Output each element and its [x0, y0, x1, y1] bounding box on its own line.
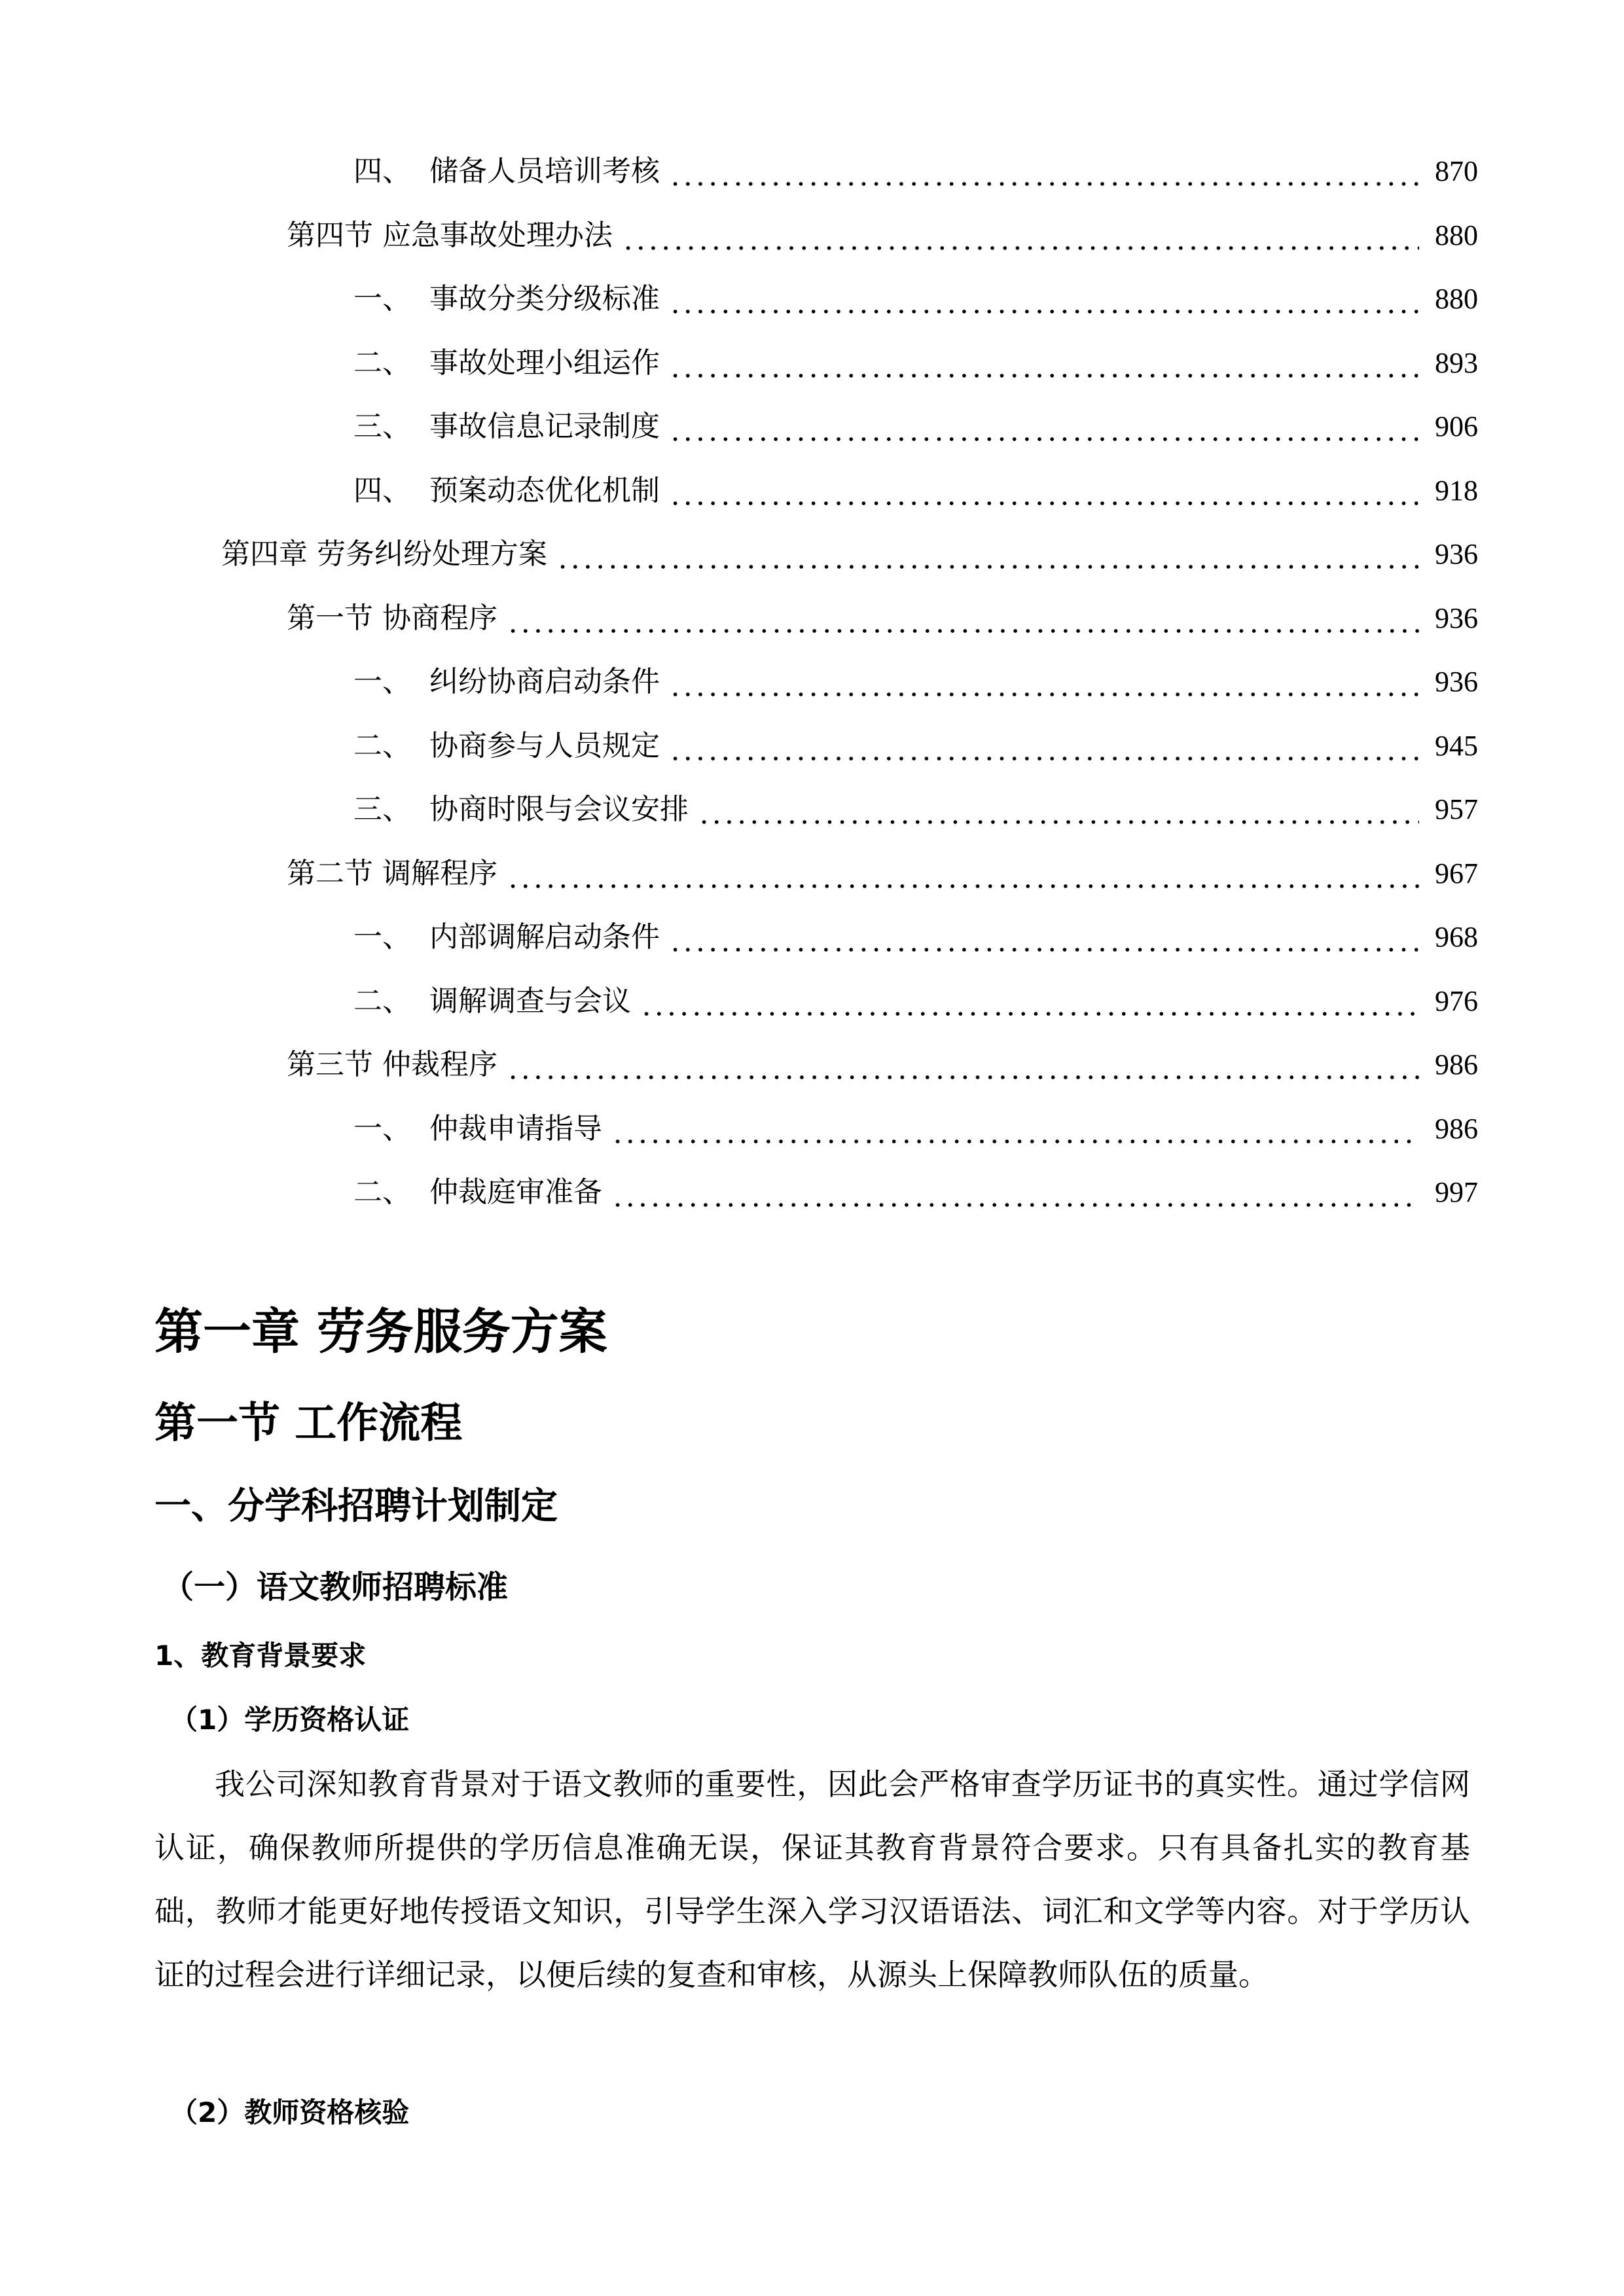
- toc-entry[interactable]: [353, 337, 1478, 383]
- toc-dot-leader: [507, 863, 1419, 889]
- toc-entry-number: 一、: [353, 282, 411, 315]
- toc-entry-title: 事故分类分级标准: [429, 282, 660, 315]
- toc-dot-leader: [611, 1119, 1419, 1145]
- toc-entry[interactable]: [353, 975, 1478, 1021]
- toc-entry[interactable]: [353, 720, 1478, 766]
- body-paragraph: 我公司深知教育背景对于语文教师的重要性，因此会严格审查学历证书的真实性。通过学信网认证，确保教师所提供的学历信息准确无误，保证其教育背景符合要求。只有具备扎实的教育基础，教师才能更好地传授语文知识，引导学生深入学习汉语语法、词汇和文学等内容。对于学历认证的过程会进行详细记录，以便后续的复查和审核，从源头上保障教师队伍的质量。: [154, 1767, 1470, 1992]
- toc-entry-number: 二、: [353, 984, 411, 1018]
- toc-entry-title: 储备人员培训考核: [429, 154, 660, 188]
- toc-dot-leader: [507, 608, 1419, 634]
- toc-entry-title: 纠纷协商启动条件: [429, 665, 660, 698]
- toc-entry[interactable]: [353, 273, 1478, 319]
- toc-page-number: 918: [1435, 474, 1478, 507]
- toc-entry-number: 二、: [353, 728, 411, 762]
- subsubsection-heading: （一）语文教师招聘标准: [162, 1569, 509, 1605]
- toc-entry[interactable]: [287, 592, 1478, 638]
- toc-dot-leader: [669, 289, 1419, 315]
- toc-page-number: 986: [1435, 1049, 1478, 1081]
- toc-entry[interactable]: [353, 911, 1478, 957]
- toc-entry[interactable]: [353, 656, 1478, 702]
- toc-page-number: 986: [1435, 1112, 1478, 1145]
- toc-entry-number: 四、: [353, 473, 411, 507]
- toc-dot-leader: [669, 353, 1419, 379]
- sub-item-heading: （2）教师资格核验: [170, 2096, 410, 2128]
- item-heading: 1、教育背景要求: [154, 1640, 367, 1672]
- toc-entry-number: 三、: [353, 793, 411, 826]
- toc-entry-title: 事故信息记录制度: [429, 410, 660, 443]
- toc-page-number: 957: [1435, 793, 1478, 825]
- toc-entry-title: 协商参与人员规定: [429, 728, 660, 762]
- toc-entry[interactable]: [353, 145, 1478, 191]
- toc-entry-number: 四、: [353, 154, 411, 188]
- subsection-heading: 一、分学科招聘计划制定: [154, 1485, 558, 1528]
- toc-entry[interactable]: [221, 528, 1478, 574]
- toc-entry-number: 一、: [353, 1111, 411, 1145]
- toc-dot-leader: [507, 1054, 1419, 1081]
- toc-dot-leader: [669, 480, 1419, 507]
- toc-page-number: 945: [1435, 729, 1478, 762]
- section-heading: 第一节 工作流程: [154, 1399, 463, 1448]
- toc-page-number: 968: [1435, 921, 1478, 953]
- toc-page-number: 967: [1435, 857, 1478, 889]
- toc-page-number: 997: [1435, 1176, 1478, 1208]
- toc-page-number: 936: [1435, 538, 1478, 570]
- sub-item-heading: （1）学历资格认证: [170, 1704, 410, 1736]
- toc-dot-leader: [669, 161, 1419, 187]
- toc-dot-leader: [556, 544, 1419, 570]
- toc-entry-title: 第一节 协商程序: [287, 601, 497, 635]
- toc-entry[interactable]: [287, 848, 1478, 893]
- chapter-heading: 第一章 劳务服务方案: [154, 1304, 607, 1360]
- toc-entry-number: 三、: [353, 410, 411, 443]
- toc-entry-title: 第四章 劳务纠纷处理方案: [221, 537, 547, 571]
- toc-dot-leader: [622, 225, 1419, 251]
- toc-entry[interactable]: [353, 401, 1478, 446]
- toc-dot-leader: [669, 672, 1419, 698]
- toc-dot-leader: [669, 736, 1419, 762]
- toc-entry-title: 仲裁庭审准备: [429, 1175, 602, 1209]
- toc-entry[interactable]: [353, 783, 1478, 829]
- toc-page-number: 976: [1435, 984, 1478, 1017]
- toc-entry[interactable]: [353, 1166, 1478, 1212]
- toc-entry-title: 第二节 调解程序: [287, 856, 497, 890]
- toc-entry[interactable]: [287, 1039, 1478, 1085]
- toc-entry[interactable]: [287, 209, 1478, 255]
- toc-entry[interactable]: [353, 1103, 1478, 1149]
- toc-page-number: 906: [1435, 410, 1478, 442]
- toc-entry-title: 仲裁申请指导: [429, 1111, 602, 1145]
- toc-dot-leader: [669, 927, 1419, 953]
- toc-dot-leader: [698, 799, 1419, 825]
- toc-entry-title: 调解调查与会议: [429, 984, 631, 1018]
- toc-entry-title: 预案动态优化机制: [429, 473, 660, 507]
- toc-entry-number: 二、: [353, 1175, 411, 1209]
- toc-page-number: 880: [1435, 219, 1478, 251]
- toc-dot-leader: [611, 1182, 1419, 1208]
- toc-page-number: 880: [1435, 283, 1478, 315]
- toc-entry-title: 内部调解启动条件: [429, 920, 660, 954]
- toc-entry-title: 协商时限与会议安排: [429, 793, 689, 826]
- toc-entry-title: 第四节 应急事故处理办法: [287, 218, 613, 252]
- toc-entry-number: 一、: [353, 665, 411, 698]
- toc-page-number: 936: [1435, 666, 1478, 698]
- toc-page-number: 936: [1435, 601, 1478, 634]
- toc-entry-number: 二、: [353, 346, 411, 380]
- toc-page-number: 893: [1435, 346, 1478, 379]
- toc-page-number: 870: [1435, 155, 1478, 187]
- toc-entry[interactable]: [353, 465, 1478, 511]
- toc-dot-leader: [640, 991, 1419, 1017]
- toc-entry-number: 一、: [353, 920, 411, 954]
- toc-entry-title: 事故处理小组运作: [429, 346, 660, 380]
- toc-dot-leader: [669, 416, 1419, 442]
- toc-entry-title: 第三节 仲裁程序: [287, 1048, 497, 1081]
